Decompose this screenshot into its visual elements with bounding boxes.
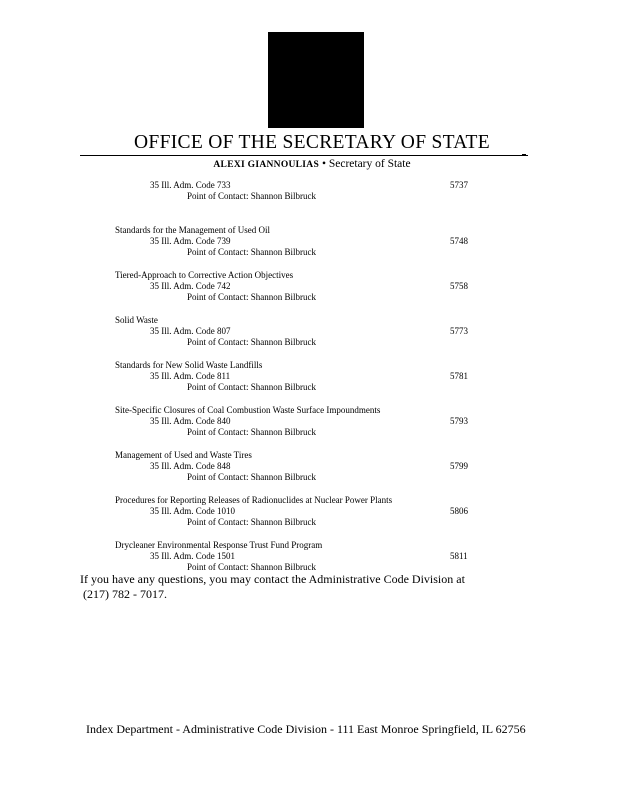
index-entry-739 [0, 225, 624, 270]
entry-contact: Point of Contact: Shannon Bilbruck [187, 472, 316, 483]
header-divider-mark [522, 154, 526, 155]
closing-paragraph [80, 572, 540, 601]
officer-role: Secretary of State [328, 158, 411, 170]
entry-contact: Point of Contact: Shannon Bilbruck [187, 562, 316, 573]
entry-code: 35 Ill. Adm. Code 1010 [150, 506, 235, 517]
entry-page: 5799 [450, 461, 468, 472]
entry-contact: Point of Contact: Shannon Bilbruck [187, 427, 316, 438]
state-seal-image [268, 32, 364, 128]
entry-page: 5773 [450, 326, 468, 337]
rule-index-list [0, 180, 624, 585]
index-entry-733 [0, 180, 624, 225]
entry-title: Procedures for Reporting Releases of Radionuclides at Nuclear Power Plants [115, 495, 393, 505]
entry-title: Standards for New Solid Waste Landfills [115, 360, 263, 370]
index-entry-840 [0, 405, 624, 450]
entry-contact: Point of Contact: Shannon Bilbruck [187, 191, 316, 202]
contact-phone: (217) 782 - 7017. [83, 586, 167, 601]
entry-title: Solid Waste [115, 315, 158, 325]
header-divider [80, 155, 528, 156]
entry-contact: Point of Contact: Shannon Bilbruck [187, 247, 316, 258]
index-entry-848 [0, 450, 624, 495]
entry-page: 5781 [450, 371, 468, 382]
entry-page: 5811 [450, 551, 468, 562]
index-entry-811 [0, 360, 624, 405]
entry-title: Site-Specific Closures of Coal Combustion Waste Surface Impoundments [115, 405, 381, 415]
index-entry-742 [0, 270, 624, 315]
entry-contact: Point of Contact: Shannon Bilbruck [187, 337, 316, 348]
entry-code: 35 Ill. Adm. Code 733 [150, 180, 231, 190]
officer-separator: • [319, 158, 329, 170]
entry-title: Standards for the Management of Used Oil [115, 225, 270, 235]
entry-page: 5737 [450, 180, 468, 190]
entry-title: Drycleaner Environmental Response Trust Fund Program [115, 540, 323, 550]
entry-page: 5793 [450, 416, 468, 427]
entry-contact: Point of Contact: Shannon Bilbruck [187, 382, 316, 393]
entry-code: 35 Ill. Adm. Code 742 [150, 281, 231, 292]
entry-contact: Point of Contact: Shannon Bilbruck [187, 292, 316, 303]
entry-code: 35 Ill. Adm. Code 811 [150, 371, 231, 382]
entry-code: 35 Ill. Adm. Code 807 [150, 326, 231, 337]
entry-page: 5748 [450, 236, 468, 247]
officer-line [0, 157, 624, 172]
entry-code: 35 Ill. Adm. Code 840 [150, 416, 231, 427]
entry-page: 5758 [450, 281, 468, 292]
entry-code: 35 Ill. Adm. Code 848 [150, 461, 231, 472]
entry-title: Management of Used and Waste Tires [115, 450, 252, 460]
index-entry-807 [0, 315, 624, 360]
office-title: OFFICE OF THE SECRETARY OF STATE [134, 132, 490, 153]
index-entry-1010 [0, 495, 624, 540]
entry-title: Tiered-Approach to Corrective Action Objectives [115, 270, 294, 280]
entry-page: 5806 [450, 506, 468, 517]
closing-text: If you have any questions, you may contact the Administrative Code Division at [80, 572, 465, 586]
entry-contact: Point of Contact: Shannon Bilbruck [187, 517, 316, 528]
entry-code: 35 Ill. Adm. Code 1501 [150, 551, 235, 562]
officer-name: ALEXI GIANNOULIAS [213, 160, 320, 170]
page-footer: Index Department - Administrative Code Division - 111 East Monroe Springfield, IL 62756 [86, 722, 526, 736]
entry-code: 35 Ill. Adm. Code 739 [150, 236, 231, 247]
